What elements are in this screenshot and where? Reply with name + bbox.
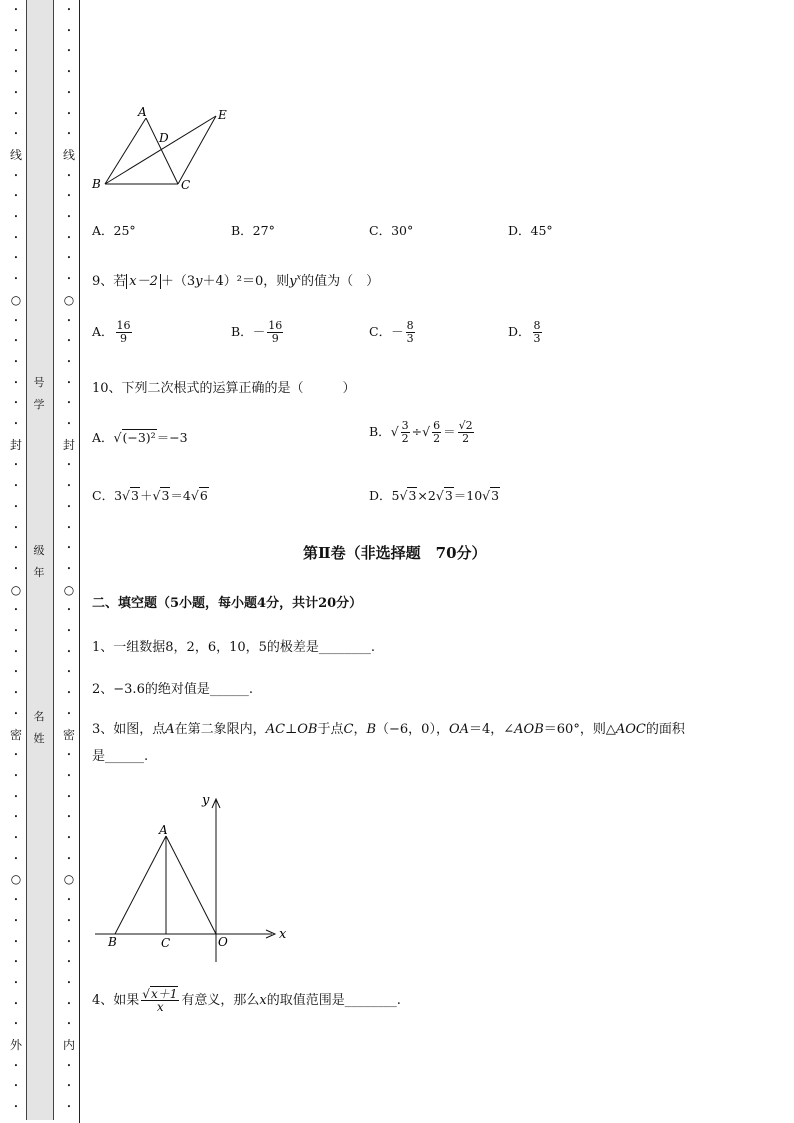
margin-dot: • (66, 316, 72, 325)
q10-option-d: D．5√3×2√3＝10√3 (369, 488, 500, 503)
margin-dot: • (13, 1061, 19, 1070)
field-label-hao: 号 (33, 376, 45, 389)
fig1-label-d: D (159, 131, 169, 145)
fig2-axis-y: y (202, 793, 210, 808)
margin-dot: • (66, 999, 72, 1008)
margin-dot: • (13, 689, 19, 698)
margin-dot: • (13, 420, 19, 428)
margin-dot: • (66, 399, 72, 408)
margin-dot: • (13, 834, 19, 842)
margin-dot: • (13, 523, 19, 532)
margin-dot: • (66, 937, 72, 946)
margin-dot: • (66, 1103, 72, 1112)
q8-option-c: C．30° (369, 223, 414, 238)
field-label-nian: 年 (33, 566, 45, 579)
fig2-label-a: A (159, 823, 168, 837)
outer-dot-column (10, 0, 22, 1123)
margin-dot: • (13, 316, 19, 325)
margin-dot: • (13, 213, 19, 221)
margin-dot: • (66, 523, 72, 532)
fig2-label-c: C (161, 936, 171, 950)
margin-dot: • (66, 834, 72, 842)
margin-dot: • (66, 26, 72, 35)
fill-q3-line2: 是______. (92, 749, 149, 764)
fig1-label-e: E (218, 108, 227, 122)
margin-dot: • (66, 192, 72, 201)
binding-band (26, 0, 54, 1120)
margin-dot: • (66, 916, 72, 925)
margin-dot: • (13, 771, 19, 780)
margin-dot: • (13, 482, 19, 491)
margin-dot: • (13, 1020, 19, 1029)
margin-dot: • (66, 275, 72, 284)
margin-dot: • (66, 337, 72, 346)
field-label-ming: 名 (33, 710, 45, 723)
margin-label: 线 (10, 147, 23, 162)
fig1-label-a: A (138, 105, 147, 119)
margin-dot: • (66, 88, 72, 97)
margin-dot: • (13, 1103, 19, 1112)
margin-label: 外 (10, 1038, 23, 1052)
margin-dot: • (66, 958, 72, 967)
margin-dot: • (13, 233, 19, 242)
margin-dot: • (13, 627, 19, 635)
section-title: 第Ⅱ卷（非选择题 70分） (303, 544, 487, 562)
q9-stem: 9、若 x－2 ＋（3y＋4）²＝0，则$y^x$的值为（ ） (92, 272, 380, 289)
margin-label: 封 (63, 437, 76, 452)
margin-dot: • (66, 47, 72, 56)
q9-option-b: B．－ $\frac{16}{9}$ (231, 319, 283, 345)
margin-dot: • (66, 627, 72, 635)
margin-dot: • (13, 999, 19, 1008)
q9-option-c: C．－ $\frac{8}{3}$ (369, 319, 414, 345)
margin-dot: • (66, 130, 72, 139)
margin-dot: • (66, 751, 72, 760)
margin-dot: • (13, 357, 19, 366)
fig1-label-b: B (92, 177, 101, 191)
margin-dot: • (66, 978, 72, 987)
margin-dot: • (66, 357, 72, 366)
margin-dot: • (66, 1082, 72, 1091)
fig2-label-o: O (218, 935, 228, 949)
margin-dot: • (13, 1082, 19, 1091)
margin-dot: • (13, 109, 19, 118)
figure-coordinate-triangle (90, 790, 300, 965)
q10-option-c: C．3√3＋√3＝4√6 (92, 488, 208, 503)
margin-dot: • (13, 502, 19, 511)
margin-dot: • (66, 771, 72, 780)
fill-in-heading: 二、填空题（5小题，每小题4分，共计20分） (92, 596, 363, 611)
q8-option-d: D．45° (508, 223, 553, 238)
margin-dot: • (66, 233, 72, 242)
margin-dot: • (66, 792, 72, 801)
margin-dot: • (13, 854, 19, 863)
margin-label: ○ (63, 872, 75, 887)
fill-q2: 2、−3.6的绝对值是______. (92, 682, 253, 697)
margin-dot: • (13, 130, 19, 139)
margin-dot: • (13, 813, 19, 822)
margin-label: 密 (63, 727, 76, 742)
inner-dot-column (63, 0, 75, 1123)
fig1-label-c: C (181, 178, 191, 192)
margin-dot: • (13, 192, 19, 201)
fill-q4: 4、如果 $\frac{√x+1}{x}$ 有意义，那么x的取值范围是________. (92, 987, 401, 1014)
margin-dot: • (66, 689, 72, 698)
fig2-axis-x: x (279, 927, 287, 942)
margin-dot: • (13, 68, 19, 77)
margin-dot: • (13, 26, 19, 35)
margin-dot: • (13, 461, 19, 470)
margin-dot: • (66, 482, 72, 491)
margin-dot: • (66, 461, 72, 470)
margin-dot: • (66, 647, 72, 656)
q9-option-a: A． $\frac{16}{9}$ (92, 319, 131, 345)
margin-dot: • (66, 709, 72, 718)
margin-label: ○ (10, 872, 22, 887)
margin-dot: • (13, 751, 19, 760)
margin-dot: • (13, 916, 19, 925)
margin-dot: • (13, 668, 19, 677)
q8-option-b: B．27° (231, 223, 275, 238)
margin-dot: • (13, 171, 19, 180)
margin-dot: • (66, 1020, 72, 1029)
margin-dot: • (13, 709, 19, 718)
q10-stem: 10、下列二次根式的运算正确的是（ ） (92, 381, 356, 396)
margin-dot: • (13, 47, 19, 56)
margin-dot: • (13, 275, 19, 284)
margin-label: ○ (10, 292, 22, 307)
margin-dot: • (13, 564, 19, 573)
margin-dot: • (13, 399, 19, 408)
margin-dot: • (13, 937, 19, 946)
margin-label: 封 (10, 437, 23, 452)
margin-dot: • (66, 813, 72, 822)
margin-label: 线 (63, 147, 76, 162)
inner-border-line (79, 0, 80, 1123)
margin-dot: • (66, 668, 72, 677)
margin-dot: • (66, 854, 72, 863)
margin-dot: • (13, 378, 19, 387)
margin-dot: • (66, 171, 72, 180)
field-label-ji: 级 (33, 544, 45, 557)
margin-dot: • (66, 109, 72, 118)
margin-dot: • (66, 378, 72, 387)
margin-dot: • (13, 606, 19, 615)
margin-label: ○ (10, 582, 22, 597)
margin-label: ○ (63, 582, 75, 597)
margin-label: ○ (63, 292, 75, 307)
margin-dot: • (13, 647, 19, 656)
margin-dot: • (13, 978, 19, 987)
margin-label: 内 (63, 1038, 76, 1052)
margin-dot: • (66, 544, 72, 553)
q8-option-a: A．25° (92, 223, 136, 238)
margin-dot: • (13, 896, 19, 905)
margin-dot: • (66, 564, 72, 573)
margin-dot: • (66, 502, 72, 511)
margin-dot: • (66, 606, 72, 615)
margin-label: 密 (10, 727, 23, 742)
q9-option-d: D． $\frac{8}{3}$ (508, 319, 541, 345)
margin-dot: • (66, 6, 72, 14)
margin-dot: • (66, 68, 72, 77)
fig2-label-b: B (108, 935, 117, 949)
margin-dot: • (13, 337, 19, 346)
fill-q1: 1、一组数据8，2，6，10，5的极差是________. (92, 640, 376, 655)
margin-dot: • (66, 213, 72, 221)
margin-dot: • (13, 88, 19, 97)
q10-option-b: B．√ $\frac{3}{2}$ ÷√ $\frac{6}{2}$ ＝ $\frac{√2}{2}$ (369, 419, 473, 445)
margin-dot: • (66, 420, 72, 428)
margin-dot: • (13, 544, 19, 553)
figure-triangles-abcde (88, 100, 248, 195)
margin-dot: • (66, 1061, 72, 1070)
margin-dot: • (66, 254, 72, 263)
margin-dot: • (13, 6, 19, 14)
field-label-xing: 姓 (33, 732, 45, 745)
margin-dot: • (13, 792, 19, 801)
q10-option-a: A．√(−3)²＝−3 (92, 430, 188, 445)
margin-dot: • (13, 254, 19, 263)
field-label-xue: 学 (33, 398, 45, 411)
margin-dot: • (66, 896, 72, 905)
fill-q3-line1: 3、如图，点A在第二象限内，AC⊥OB于点C，B（−6，0），OA＝4，∠AOB＝60°，则△AOC的面积 (92, 722, 685, 737)
margin-dot: • (13, 958, 19, 967)
